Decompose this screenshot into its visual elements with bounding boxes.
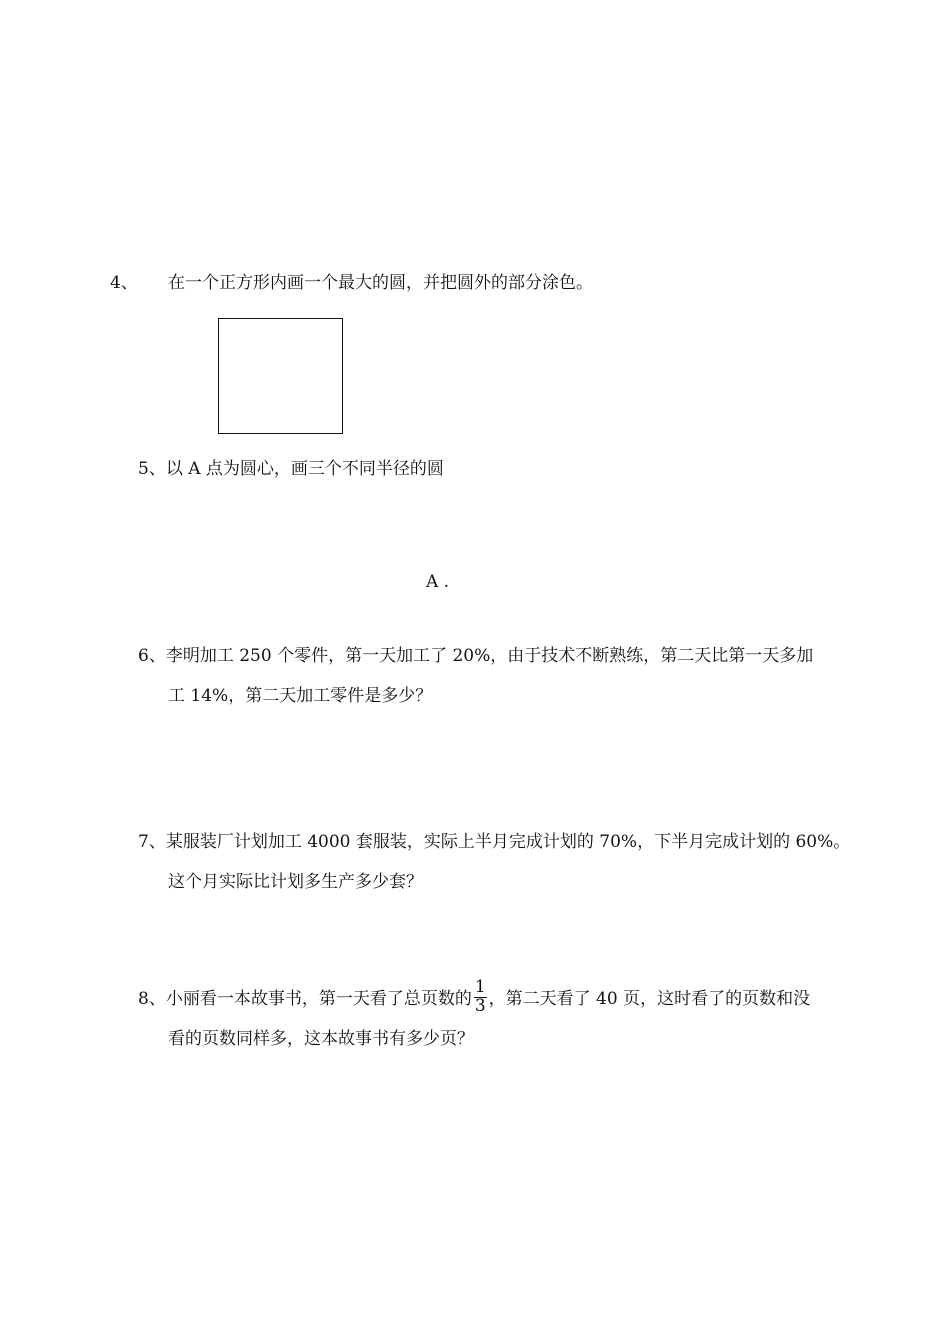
point-a-label: A .	[426, 572, 450, 592]
drawing-square	[218, 318, 343, 434]
fraction-one-third	[474, 979, 487, 1016]
fraction-numerator: 1	[474, 977, 486, 998]
question-5-text: 5、以 A 点为圆心，画三个不同半径的圆	[138, 459, 444, 479]
question-8-line-2: 看的页数同样多，这本故事书有多少页？	[168, 1029, 474, 1049]
question-8-text-before-fraction: 8、小丽看一本故事书，第一天看了总页数的	[138, 989, 472, 1009]
question-7-line-1: 7、某服装厂计划加工 4000 套服装，实际上半月完成计划的 70%，下半月完成计划的 60%。	[138, 832, 851, 852]
question-6-line-1: 6、李明加工 250 个零件，第一天加工了 20%，由于技术不断熟练，第二天比第一天多加	[138, 646, 814, 666]
question-4-text: 在一个正方形内画一个最大的圆，并把圆外的部分涂色。	[168, 273, 593, 293]
question-7-line-2: 这个月实际比计划多生产多少套？	[168, 872, 423, 892]
fraction-denominator: 3	[474, 996, 486, 1016]
question-4-number: 4、	[110, 273, 138, 293]
question-6-line-2: 工 14%，第二天加工零件是多少？	[168, 686, 433, 706]
question-8-line-1	[138, 977, 810, 1021]
question-8-text-after-fraction: ，第二天看了 40 页，这时看了的页数和没	[488, 989, 811, 1009]
